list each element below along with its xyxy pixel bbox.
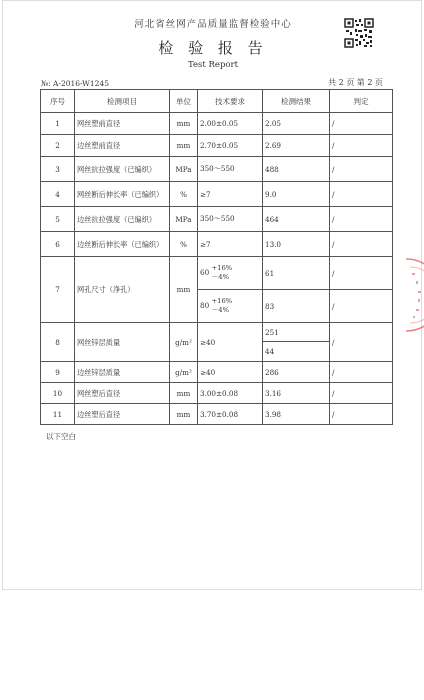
cell-no: 11 [41, 404, 75, 425]
cell-item: 网丝抗拉强度（已编织） [75, 157, 170, 182]
cell-item: 网孔尺寸（净孔） [75, 257, 170, 323]
cell-result: 464 [263, 207, 330, 232]
cell-unit: % [170, 182, 198, 207]
cell-verdict: / [330, 362, 393, 383]
cell-verdict-a: / [330, 257, 393, 290]
cell-requirement-b [198, 290, 263, 323]
cell-unit: mm [170, 113, 198, 135]
cell-result: 488 [263, 157, 330, 182]
cell-item: 边丝抗拉强度（已编织） [75, 207, 170, 232]
cell-item: 边丝断后伸长率（已编织） [75, 232, 170, 257]
req-base: 80 [200, 301, 210, 310]
header-unit: 单位 [170, 90, 198, 113]
cell-result: 286 [263, 362, 330, 383]
end-note: 以下空白 [46, 432, 76, 441]
cell-requirement-a [198, 257, 263, 290]
header-requirement: 技术要求 [198, 90, 263, 113]
cell-unit: mm [170, 257, 198, 323]
organization-name: 河北省丝网产品质量监督检验中心 [134, 19, 292, 30]
page-indicator: 共 2 页 第 2 页 [328, 78, 383, 87]
cell-result-a: 251 [263, 323, 330, 342]
tol-minus: －4% [211, 273, 230, 281]
cell-unit: MPa [170, 157, 198, 182]
report-number: №: A-2016-W1245 [41, 79, 109, 88]
tol-plus: +16% [211, 264, 233, 272]
table-row [41, 323, 393, 342]
cell-no: 5 [41, 207, 75, 232]
cell-result: 3.98 [263, 404, 330, 425]
official-seal-icon [392, 255, 424, 335]
cell-requirement: ≥7 [198, 182, 263, 207]
table-row [41, 207, 393, 232]
cell-verdict: / [330, 383, 393, 404]
cell-verdict: / [330, 323, 393, 362]
cell-requirement: ≥40 [198, 362, 263, 383]
header-verdict: 判定 [330, 90, 393, 113]
cell-verdict-b: / [330, 290, 393, 323]
cell-requirement: 3.00±0.08 [198, 383, 263, 404]
cell-result: 9.0 [263, 182, 330, 207]
header-item: 检测项目 [75, 90, 170, 113]
table-row [41, 232, 393, 257]
cell-verdict: / [330, 207, 393, 232]
table-row [41, 182, 393, 207]
cell-item: 网丝塑后直径 [75, 383, 170, 404]
cell-result: 2.05 [263, 113, 330, 135]
cell-result-a: 61 [263, 257, 330, 290]
cell-verdict: / [330, 232, 393, 257]
table-row [41, 113, 393, 135]
req-base: 60 [200, 268, 210, 277]
cell-result: 13.0 [263, 232, 330, 257]
table-row [41, 257, 393, 290]
table-row [41, 404, 393, 425]
cell-verdict: / [330, 182, 393, 207]
cell-requirement: 2.70±0.05 [198, 135, 263, 157]
cell-result: 2.69 [263, 135, 330, 157]
cell-unit: MPa [170, 207, 198, 232]
cell-verdict: / [330, 404, 393, 425]
cell-requirement: 2.00±0.05 [198, 113, 263, 135]
cell-unit: % [170, 232, 198, 257]
cell-no: 7 [41, 257, 75, 323]
report-title-english: Test Report [188, 60, 238, 70]
cell-no: 8 [41, 323, 75, 362]
cell-no: 6 [41, 232, 75, 257]
cell-no: 1 [41, 113, 75, 135]
cell-no: 10 [41, 383, 75, 404]
table-row [41, 383, 393, 404]
cell-unit: g/m² [170, 323, 198, 362]
cell-requirement: 350～550 [198, 157, 263, 182]
cell-requirement: ≥7 [198, 232, 263, 257]
cell-requirement: 3.70±0.08 [198, 404, 263, 425]
cell-item: 边丝塑前直径 [75, 135, 170, 157]
cell-item: 网丝塑前直径 [75, 113, 170, 135]
qr-code-icon [344, 18, 374, 48]
cell-no: 9 [41, 362, 75, 383]
cell-item: 网丝锌层质量 [75, 323, 170, 362]
cell-unit: mm [170, 135, 198, 157]
cell-no: 4 [41, 182, 75, 207]
cell-verdict: / [330, 135, 393, 157]
table-header-row [41, 90, 393, 113]
cell-verdict: / [330, 113, 393, 135]
cell-result-b: 44 [263, 342, 330, 362]
table-row [41, 135, 393, 157]
cell-unit: g/m² [170, 362, 198, 383]
table-row [41, 157, 393, 182]
header-seq: 序号 [41, 90, 75, 113]
tolerance [211, 297, 232, 315]
cell-result-b: 83 [263, 290, 330, 323]
cell-unit: mm [170, 404, 198, 425]
cell-item: 网丝断后伸长率（已编织） [75, 182, 170, 207]
cell-requirement: ≥40 [198, 323, 263, 362]
cell-requirement: 350～550 [198, 207, 263, 232]
table-row [41, 362, 393, 383]
tol-minus: －4% [211, 306, 230, 314]
cell-unit: mm [170, 383, 198, 404]
cell-item: 边丝锌层质量 [75, 362, 170, 383]
cell-no: 3 [41, 157, 75, 182]
tolerance [211, 264, 232, 282]
cell-result: 3.16 [263, 383, 330, 404]
cell-no: 2 [41, 135, 75, 157]
header-result: 检测结果 [263, 90, 330, 113]
report-title: 检 验 报 告 [158, 39, 268, 57]
cell-item: 边丝塑后直径 [75, 404, 170, 425]
tol-plus: +16% [211, 297, 233, 305]
test-results-table [40, 89, 393, 425]
cell-verdict: / [330, 157, 393, 182]
